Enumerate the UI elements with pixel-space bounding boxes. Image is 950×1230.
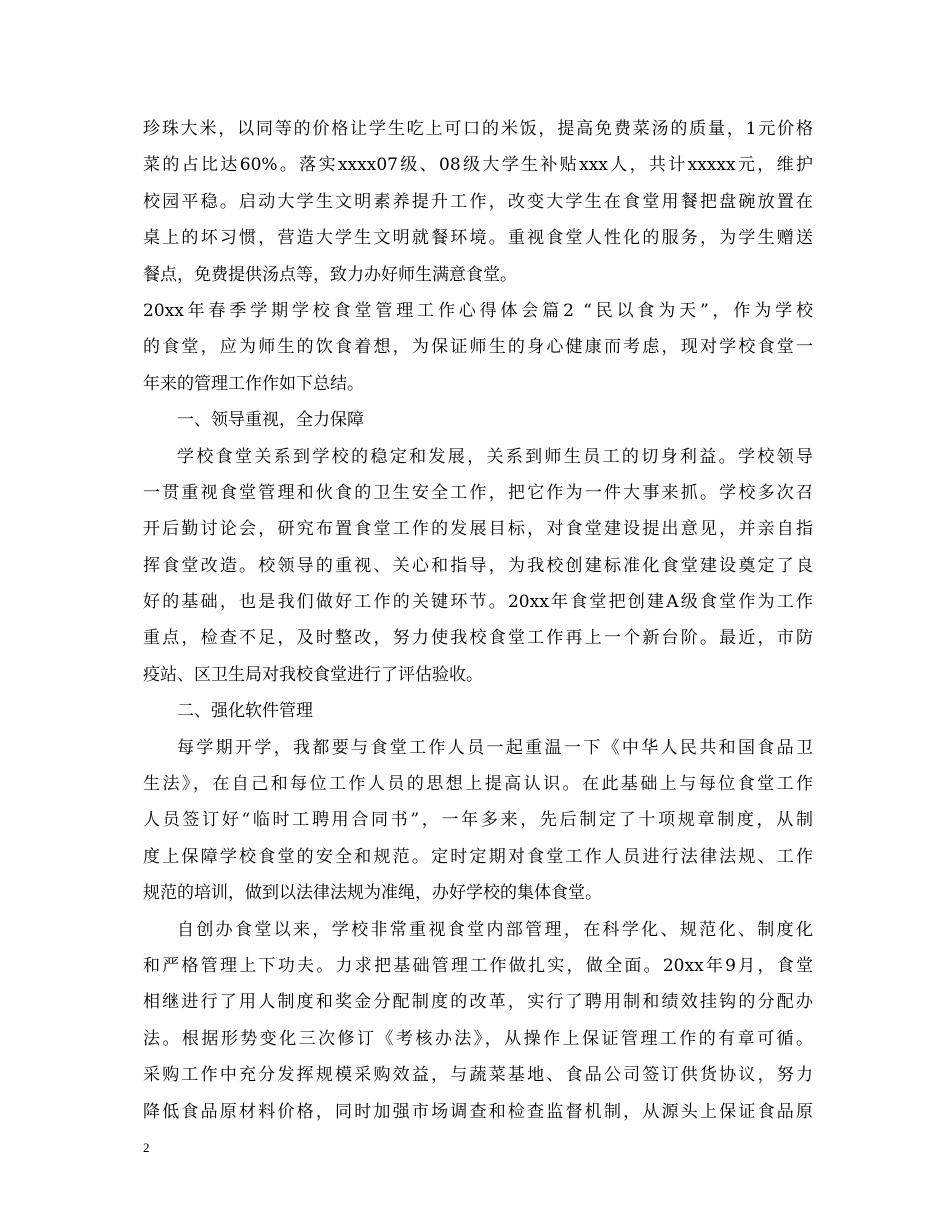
page-number: 2 xyxy=(143,1140,150,1155)
text-line: 重点，检查不足，及时整改，努力使我校食堂工作再上一个新台阶。最近，市防 xyxy=(143,628,813,649)
text-line: 挥食堂改造。校领导的重视、关心和指导，为我校创建标准化食堂建设奠定了良 xyxy=(143,555,813,576)
text-line: 降低食品原材料价格，同时加强市场调查和检查监督机制，从源头上保证食品原 xyxy=(143,1101,813,1122)
text-line: 每学期开学，我都要与食堂工作人员一起重温一下《中华人民共和国食品卫 xyxy=(177,737,813,758)
text-line: 人员签订好“临时工聘用合同书”，一年多来，先后制定了十项规章制度，从制 xyxy=(143,810,813,831)
text-line: 桌上的坏习惯，营造大学生文明就餐环境。重视食堂人性化的服务，为学生赠送 xyxy=(143,228,813,249)
text-line: 和严格管理上下功夫。力求把基础管理工作做扎实，做全面。20xx年9月，食堂 xyxy=(143,955,813,976)
text-line: 餐点，免费提供汤点等，致力办好师生满意食堂。 xyxy=(143,264,517,285)
text-line: 法。根据形势变化三次修订《考核办法》，从操作上保证管理工作的有章可循。 xyxy=(143,1028,813,1049)
text-line: 相继进行了用人制度和奖金分配制度的改革，实行了聘用制和绩效挂钩的分配办 xyxy=(143,992,813,1013)
text-line: 自创办食堂以来，学校非常重视食堂内部管理，在科学化、规范化、制度化 xyxy=(177,919,813,940)
text-line: 采购工作中充分发挥规模采购效益，与蔬菜基地、食品公司签订供货协议，努力 xyxy=(143,1065,813,1086)
text-line: 菜的占比达60%。落实xxxx07级、08级大学生补贴xxx人，共计xxxxx元，维护 xyxy=(143,155,813,176)
document-body xyxy=(143,111,813,1130)
section-title-line: 20xx年春季学期学校食堂管理工作心得体会篇2 “民以食为天”，作为学校 xyxy=(143,300,813,321)
text-line: 规范的培训，做到以法律法规为准绳，办好学校的集体食堂。 xyxy=(143,883,602,904)
text-line: 开后勤讨论会，研究布置食堂工作的发展目标，对食堂建设提出意见，并亲自指 xyxy=(143,519,813,540)
heading-line: 二、强化软件管理 xyxy=(177,701,313,722)
text-line: 度上保障学校食堂的安全和规范。定时定期对食堂工作人员进行法律法规、工作 xyxy=(143,846,813,867)
text-line: 校园平稳。启动大学生文明素养提升工作，改变大学生在食堂用餐把盘碗放置在 xyxy=(143,191,813,212)
text-line: 年来的管理工作作如下总结。 xyxy=(143,373,364,394)
text-line: 好的基础，也是我们做好工作的关键环节。20xx年食堂把创建A级食堂作为工作 xyxy=(143,592,813,613)
text-line: 生法》，在自己和每位工作人员的思想上提高认识。在此基础上与每位食堂工作 xyxy=(143,774,813,795)
text-line: 一贯重视食堂管理和伙食的卫生安全工作，把它作为一件大事来抓。学校多次召 xyxy=(143,482,813,503)
text-line: 疫站、区卫生局对我校食堂进行了评估验收。 xyxy=(143,664,483,685)
text-line: 珍珠大米，以同等的价格让学生吃上可口的米饭，提高免费菜汤的质量，1元价格 xyxy=(143,119,813,139)
text-line: 学校食堂关系到学校的稳定和发展，关系到师生员工的切身利益。学校领导 xyxy=(177,446,813,467)
text-line: 的食堂，应为师生的饮食着想，为保证师生的身心健康而考虑，现对学校食堂一 xyxy=(143,337,813,358)
heading-line: 一、领导重视，全力保障 xyxy=(177,410,364,431)
